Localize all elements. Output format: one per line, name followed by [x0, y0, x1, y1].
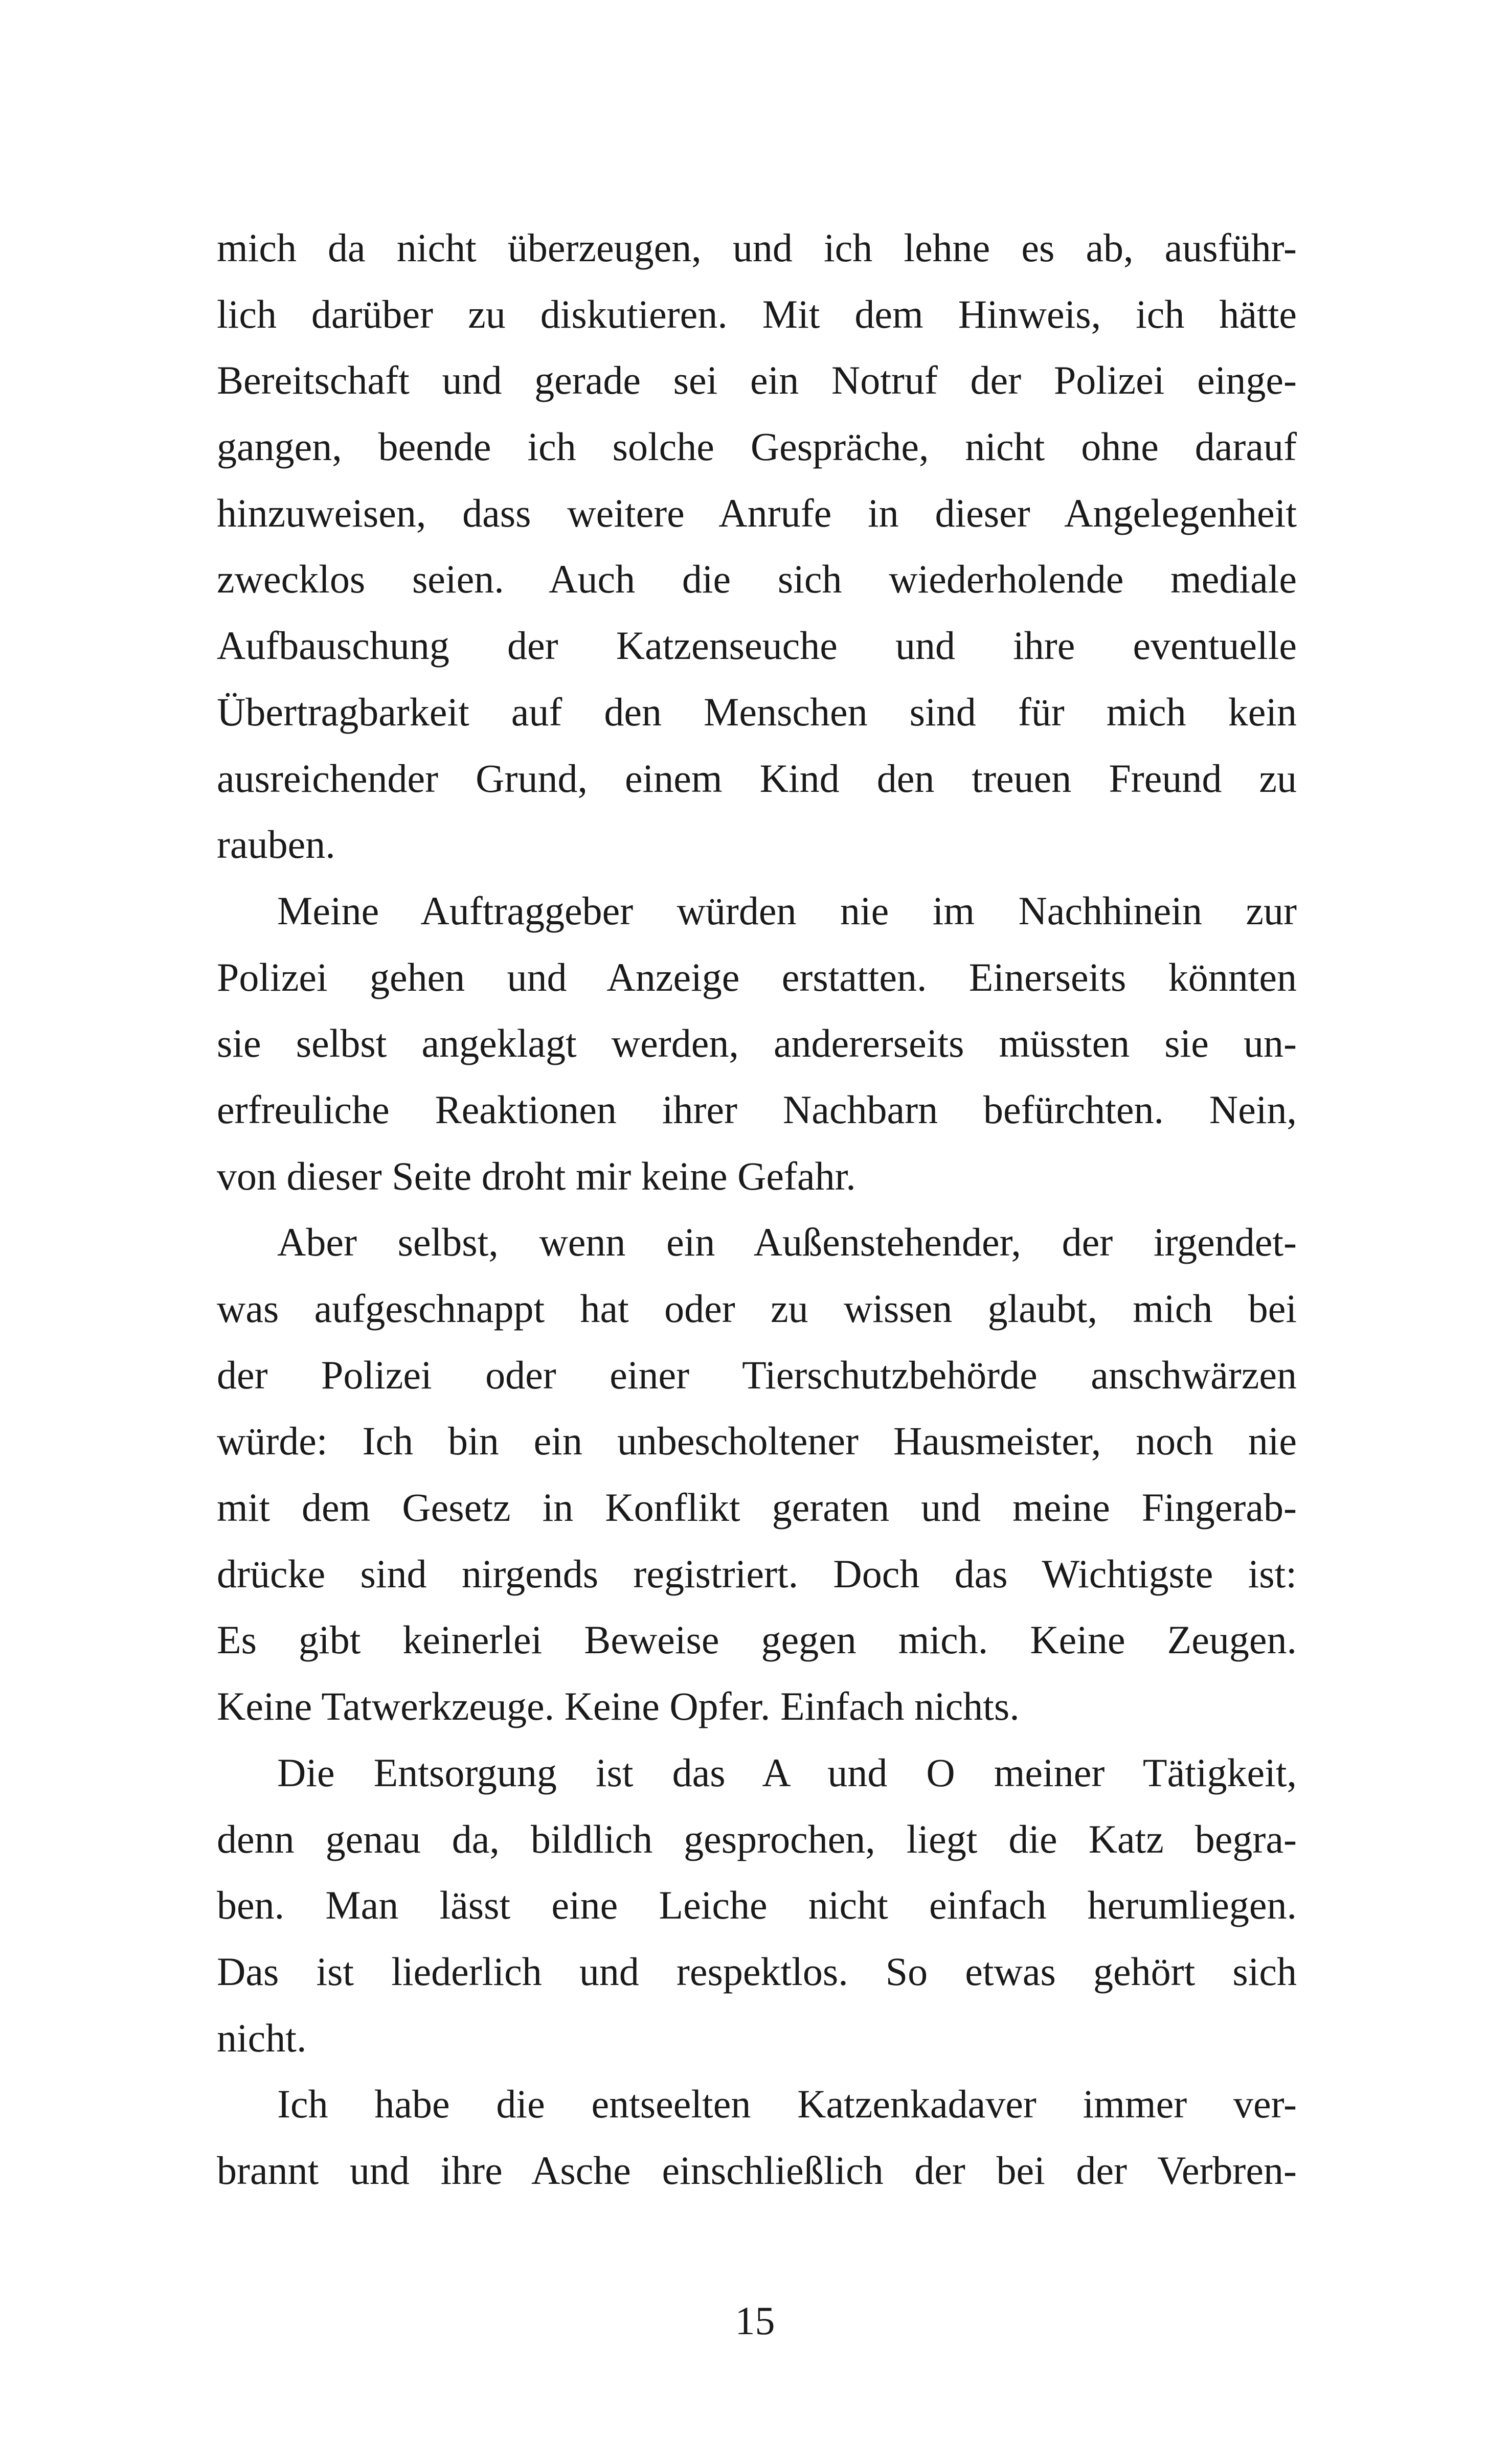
- text-line: Aufbauschung der Katzenseuche und ihre eventuelle: [217, 623, 1297, 668]
- text-line: würde: Ich bin ein unbescholtener Hausmeister, noch nie: [217, 1419, 1297, 1464]
- text-line: Es gibt keinerlei Beweise gegen mich. Keine Zeugen.: [217, 1617, 1297, 1662]
- text-line: der Polizei oder einer Tierschutzbehörde anschwärzen: [217, 1352, 1297, 1397]
- text-line: Ich habe die entseelten Katzenkadaver immer ver-: [277, 2082, 1297, 2127]
- text-line: Das ist liederlich und respektlos. So etwas gehört sich: [217, 1949, 1297, 1994]
- body-text: [217, 215, 1297, 2204]
- text-line: gangen, beende ich solche Gespräche, nicht ohne darauf: [217, 424, 1297, 469]
- text-line: Übertragbarkeit auf den Menschen sind für mich kein: [217, 689, 1297, 734]
- text-line: denn genau da, bildlich gesprochen, liegt die Katz begra-: [217, 1816, 1297, 1861]
- text-line: zwecklos seien. Auch die sich wiederholende mediale: [217, 557, 1297, 602]
- text-line: Meine Auftraggeber würden nie im Nachhinein zur: [277, 888, 1297, 933]
- text-line: hinzuweisen, dass weitere Anrufe in dieser Angelegenheit: [217, 490, 1297, 535]
- text-line: mit dem Gesetz in Konflikt geraten und meine Fingerab-: [217, 1485, 1297, 1530]
- text-line: Polizei gehen und Anzeige erstatten. Einerseits könnten: [217, 954, 1297, 999]
- text-line: sie selbst angeklagt werden, andererseits müssten sie un-: [217, 1021, 1297, 1066]
- text-line: Die Entsorgung ist das A und O meiner Tätigkeit,: [277, 1750, 1297, 1795]
- text-line: erfreuliche Reaktionen ihrer Nachbarn befürchten. Nein,: [217, 1087, 1297, 1132]
- text-line: von dieser Seite droht mir keine Gefahr.: [217, 1153, 856, 1198]
- text-line: was aufgeschnappt hat oder zu wissen glaubt, mich bei: [217, 1286, 1297, 1331]
- text-line: Aber selbst, wenn ein Außenstehender, der irgendet-: [277, 1220, 1297, 1265]
- text-line: nicht.: [217, 2015, 307, 2060]
- text-line: ausreichender Grund, einem Kind den treuen Freund zu: [217, 756, 1297, 801]
- text-line: ben. Man lässt eine Leiche nicht einfach herumliegen.: [217, 1883, 1297, 1928]
- page-number: 15: [735, 2298, 775, 2343]
- text-line: Bereitschaft und gerade sei ein Notruf der Polizei einge-: [217, 358, 1297, 403]
- text-line: drücke sind nirgends registriert. Doch das Wichtigste ist:: [217, 1551, 1297, 1596]
- text-line: lich darüber zu diskutieren. Mit dem Hinweis, ich hätte: [217, 291, 1297, 336]
- text-line: brannt und ihre Asche einschließlich der bei der Verbren-: [217, 2148, 1297, 2193]
- text-line: Keine Tatwerkzeuge. Keine Opfer. Einfach nichts.: [217, 1684, 1020, 1729]
- text-line: mich da nicht überzeugen, und ich lehne es ab, ausführ-: [217, 225, 1297, 270]
- text-line: rauben.: [217, 822, 335, 867]
